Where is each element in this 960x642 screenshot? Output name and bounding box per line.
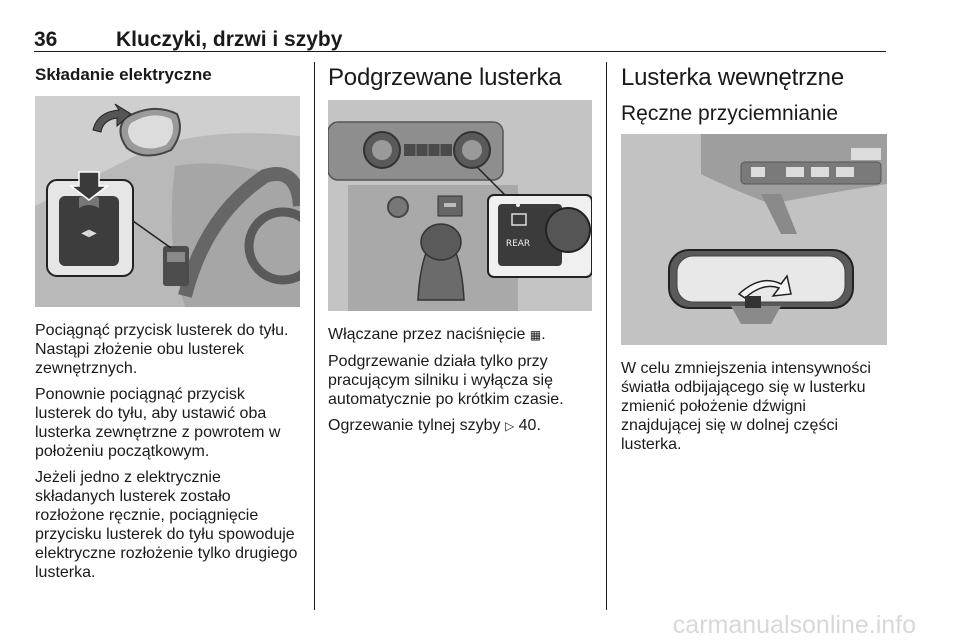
watermark: carmanualsonline.info (672, 611, 916, 639)
page-reference-arrow-icon: ▷ (504, 419, 515, 433)
svg-text:◀▶: ◀▶ (81, 228, 97, 239)
center-console-illustration (328, 100, 592, 311)
column-heated-mirrors (328, 62, 592, 443)
paragraph: W celu zmniejszenia intensywności światła odbijającego się w lusterku zmienić położenie dźwigni znajdującej się w dolnej części lusterka. (621, 360, 871, 453)
chapter-title: Kluczyki, drzwi i szyby (116, 28, 343, 51)
header-rule (34, 51, 886, 52)
paragraph-text: Ogrzewanie tylnej szyby (328, 417, 501, 434)
column-folding (35, 62, 300, 589)
page-reference[interactable]: 40. (518, 417, 541, 434)
column-interior-mirrors (621, 62, 887, 461)
paragraph-text: Włączane przez naciśnięcie (328, 326, 526, 343)
section-heading: Składanie elektryczne (35, 65, 212, 84)
section-subheading: Ręczne przyciemnianie (621, 102, 839, 125)
paragraph: Podgrzewanie działa tylko przy pracującym silniku i wyłącza się automatycznie po krótkim czasie. (328, 353, 564, 408)
paragraph (328, 416, 592, 436)
column-divider (314, 62, 315, 610)
section-heading: Podgrzewane lusterka (328, 64, 562, 91)
paragraph-end: . (541, 326, 546, 343)
paragraph (328, 325, 592, 345)
rear-button-label: REAR (505, 239, 531, 249)
paragraph: Pociągnąć przycisk lusterek do tyłu. Nastąpi złożenie obu lusterek zewnętrznych. (35, 322, 289, 377)
section-heading: Lusterka wewnętrzne (621, 64, 844, 91)
rear-window-heat-icon: ▦ (529, 328, 542, 342)
door-mirror-switch-illustration (35, 96, 300, 307)
column-divider (606, 62, 607, 610)
page-number: 36 (34, 28, 58, 51)
paragraph: Jeżeli jedno z elektrycznie składanych lusterek zostało rozłożone ręcznie, pociągnięcie przycisku lusterek do tyłu spowoduje elektryczne rozłożenie tylko drugiego lusterka. (35, 469, 298, 581)
paragraph: Ponownie pociągnąć przycisk lusterek do tyłu, aby ustawić oba lusterka zewnętrzne z powrotem w położeniu początkowym. (35, 386, 281, 460)
interior-mirror-illustration (621, 134, 887, 345)
